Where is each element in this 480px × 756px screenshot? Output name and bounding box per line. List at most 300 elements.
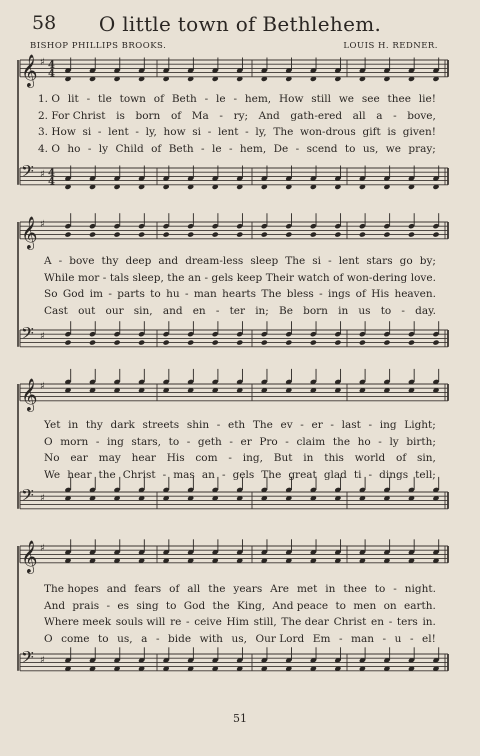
lyric-syllable: - <box>108 288 112 300</box>
lyric-syllable: tals <box>109 271 130 284</box>
lyric-syllable: er <box>240 435 252 448</box>
lyric-syllable: to <box>335 599 346 612</box>
lyric-syllable: bless <box>286 288 314 300</box>
lyric-syllable: earth. <box>404 599 436 612</box>
treble-clef-icon: 𝄞 <box>21 377 38 411</box>
lyric-syllable: The <box>261 288 282 300</box>
lyric-syllable: all <box>187 583 201 595</box>
lyric-syllable: So <box>44 288 58 300</box>
lyric-syllable: the <box>167 271 185 284</box>
lyric-syllable: man <box>351 632 375 645</box>
lyric-syllable: - <box>204 93 209 105</box>
sharp-icon: ♯ <box>40 57 45 68</box>
lyric-syllable: en <box>371 616 385 628</box>
note-head <box>285 232 292 238</box>
note-head <box>310 232 317 238</box>
lyric-syllable: ter <box>229 304 246 317</box>
lyric-syllable: si <box>312 255 322 267</box>
lyric-syllable: fears <box>134 583 162 595</box>
lyric-syllable: the <box>332 435 351 448</box>
lyric-syllable: His <box>371 288 390 300</box>
lyric-syllable: - <box>228 142 233 155</box>
lyric-syllable: to <box>380 304 392 317</box>
lyric-syllable: Cast <box>44 304 68 317</box>
lyric-syllable: O <box>44 632 53 645</box>
lyric-syllable: - <box>216 419 221 431</box>
lyric-syllable: dings <box>379 468 409 481</box>
lyric-syllable: While <box>44 271 75 284</box>
lyric-syllable: Our Lord <box>255 632 305 645</box>
note-head <box>261 232 268 238</box>
lyric-syllable: thy <box>101 255 119 267</box>
lyric-syllable: us, <box>362 142 379 155</box>
lyric-syllable: lie! <box>418 93 436 105</box>
lyric-syllable: - <box>135 126 139 138</box>
lyric-syllable: ho <box>67 142 81 155</box>
lyric-syllable: O <box>44 435 53 448</box>
note-head <box>163 232 170 238</box>
lyric-syllable: town <box>119 93 146 105</box>
lyric-syllable: - <box>97 126 102 138</box>
lyric-syllable: out <box>78 304 96 317</box>
lyric-syllable: ing <box>379 419 397 431</box>
lyric-syllable: the <box>98 468 116 481</box>
lyric-syllable: gels <box>232 468 255 481</box>
lyric-syllable: ear <box>70 452 88 464</box>
treble-clef-icon: 𝄞 <box>21 215 38 249</box>
lyric-syllable: Him <box>226 616 249 628</box>
lyric-syllable: lit <box>67 93 79 105</box>
lyric-syllable: on <box>383 599 397 612</box>
lyric-syllable: Yet <box>44 419 61 431</box>
lyric-syllable: in <box>303 452 314 464</box>
lyric-syllable: hem, <box>244 93 272 105</box>
lyric-syllable: watch <box>297 271 330 284</box>
note-head <box>236 340 243 346</box>
lyric-syllable: Are <box>270 583 289 595</box>
lyric-syllable: en <box>192 304 206 317</box>
lyric-syllable: Where meek <box>44 616 112 628</box>
lyric-syllable: - <box>319 288 323 300</box>
lyric-syllable: sing <box>136 599 159 612</box>
lyric-syllable: How <box>278 93 304 105</box>
lyric-syllable: - <box>245 126 249 138</box>
note-head <box>187 340 194 346</box>
lyric-syllable: hear <box>67 468 92 481</box>
lyric-syllable: thy <box>85 419 103 431</box>
lyric-syllable: 2. For Christ <box>38 109 106 122</box>
lyric-syllable: won-dering <box>346 271 408 284</box>
lyric-syllable: geth <box>197 435 222 448</box>
lyric-syllable: the <box>208 583 226 595</box>
note-head <box>383 232 390 238</box>
lyric-syllable: dark <box>110 419 135 431</box>
lyric-syllable: born <box>303 304 328 317</box>
lyric-syllable: - <box>401 304 405 317</box>
lyric-syllable: tell; <box>415 468 436 481</box>
lyric-syllable: Be <box>279 304 293 317</box>
lyric-syllable: mas <box>173 468 195 481</box>
note-head <box>138 232 145 238</box>
note-head <box>113 340 120 346</box>
composer-credit: LOUIS H. REDNER. <box>343 41 438 51</box>
lyric-syllable: parts <box>117 288 145 300</box>
lyric-syllable: ho <box>357 435 371 448</box>
note-head <box>359 340 366 346</box>
lyric-syllable: years <box>233 583 263 595</box>
note-head <box>64 340 71 346</box>
page-number: 51 <box>233 712 247 725</box>
lyric-syllable: a <box>376 109 383 122</box>
lyric-syllable: - <box>102 271 107 284</box>
lyric-syllable: hu <box>166 288 180 300</box>
lyric-syllable: sleep <box>250 255 279 267</box>
lyric-syllable: ev <box>280 419 293 431</box>
lyric-syllable: Their <box>265 271 295 284</box>
lyric-syllable: met <box>296 583 318 595</box>
lyric-syllable: u <box>394 632 402 645</box>
lyric-syllable: Light; <box>404 419 436 431</box>
lyric-syllable: - <box>378 435 382 448</box>
lyric-syllable: God <box>62 288 85 300</box>
lyric-syllable: prais <box>72 599 100 612</box>
lyric-syllable: world <box>354 452 386 464</box>
note-head <box>408 340 415 346</box>
lyric-syllable: Child <box>115 142 144 155</box>
lyric-syllable: Ma <box>191 109 209 122</box>
lyric-syllable: But <box>273 452 293 464</box>
lyric-syllable: - <box>162 468 167 481</box>
lyric-syllable: us, <box>117 632 133 645</box>
lyric-syllable: stars <box>366 255 393 267</box>
time-signature: 4 <box>48 168 55 179</box>
hymn-title: O little town of Bethlehem. <box>98 12 382 36</box>
note-head <box>163 340 170 346</box>
lyric-syllable: - <box>382 632 387 645</box>
lyric-syllable: our <box>105 304 124 317</box>
lyric-syllable: ing <box>106 435 124 448</box>
lyric-syllable: The <box>273 126 294 138</box>
lyric-syllable: an <box>187 271 201 284</box>
lyric-syllable: - <box>409 632 414 645</box>
author-credit: BISHOP PHILLIPS BROOKS. <box>30 41 167 51</box>
lyric-syllable: - <box>221 468 226 481</box>
lyric-syllable: heaven. <box>394 288 436 300</box>
lyric-syllable: 3. How <box>38 126 76 138</box>
lyric-syllable: keep <box>236 271 263 284</box>
lyric-syllable: to <box>344 142 356 155</box>
lyric-syllable: go <box>399 255 413 267</box>
lyric-syllable: in <box>68 419 79 431</box>
bass-clef-icon: 𝄢 <box>21 485 34 509</box>
note-head <box>113 232 120 238</box>
lyric-syllable: 1. O <box>38 93 60 105</box>
lyric-syllable: - <box>106 599 111 612</box>
lyric-syllable: of <box>333 271 344 284</box>
lyric-syllable: the <box>212 599 230 612</box>
lyric-syllable: and <box>162 304 183 317</box>
lyric-syllable: bove, <box>407 109 436 122</box>
lyric-syllable: us <box>358 304 371 317</box>
lyric-syllable: birth; <box>406 435 436 448</box>
lyric-syllable: is <box>387 126 397 138</box>
lyric-syllable: The <box>252 419 273 431</box>
note-head <box>432 340 439 346</box>
lyric-syllable: and <box>106 583 127 595</box>
lyric-syllable: - <box>186 435 191 448</box>
lyric-syllable: us, <box>231 632 247 645</box>
lyric-syllable: scend <box>306 142 338 155</box>
lyric-syllable: we <box>385 142 401 155</box>
lyric-syllable: glad <box>323 468 347 481</box>
lyric-syllable: lent <box>338 255 360 267</box>
note-head <box>383 340 390 346</box>
lyric-syllable: - <box>368 468 373 481</box>
lyric-syllable: A <box>44 255 52 267</box>
lyric-syllable: lent <box>108 126 129 138</box>
lyric-syllable: - <box>285 435 289 448</box>
lyric-syllable: mor <box>77 271 100 284</box>
lyric-syllable: tle <box>98 93 112 105</box>
lyric-syllable: le <box>211 142 222 155</box>
lyric-syllable: - <box>184 288 189 300</box>
lyric-syllable: a <box>141 632 148 645</box>
lyric-syllable: to <box>150 288 161 300</box>
lyric-syllable: - <box>295 142 300 155</box>
lyric-syllable: may <box>98 452 121 464</box>
lyric-syllable: stars, <box>131 435 162 448</box>
lyric-syllable: of <box>355 288 366 300</box>
lyric-syllable: Christ <box>333 616 367 628</box>
treble-clef-icon: 𝄞 <box>21 539 38 573</box>
lyric-syllable: still, <box>253 616 277 628</box>
bass-clef-icon: 𝄢 <box>21 647 34 671</box>
lyric-syllable: is <box>116 109 125 122</box>
lyric-syllable: ceive <box>194 616 222 628</box>
lyric-syllable: 4. O <box>38 142 60 155</box>
lyric-syllable: re <box>170 616 182 628</box>
lyric-syllable: Beth <box>168 142 194 155</box>
note-head <box>285 340 292 346</box>
lyric-syllable: - <box>338 632 343 645</box>
lyric-syllable: si <box>192 126 202 138</box>
lyric-syllable: of <box>153 93 164 105</box>
lyric-syllable: deep <box>125 255 152 267</box>
note-head <box>89 232 96 238</box>
lyric-syllable: - <box>201 142 205 155</box>
note-head <box>261 340 268 346</box>
lyric-syllable: - <box>155 632 160 645</box>
lyric-syllable: born <box>135 109 161 122</box>
lyric-syllable: ti <box>353 468 362 481</box>
lyric-syllable: souls will <box>115 616 166 628</box>
lyric-syllable: with <box>199 632 223 645</box>
note-head <box>310 340 317 346</box>
lyric-syllable: to <box>168 435 180 448</box>
lyric-syllable: love. <box>410 271 436 284</box>
lyric-syllable: el! <box>422 632 436 645</box>
lyric-syllable: in; <box>255 304 269 317</box>
lyric-syllable: - <box>388 616 393 628</box>
sharp-icon: ♯ <box>40 655 45 666</box>
lyric-syllable: ry; <box>233 109 249 122</box>
lyric-syllable: King, <box>237 599 266 612</box>
lyric-syllable: And peace <box>272 599 329 612</box>
hymn-number: 58 <box>32 12 57 34</box>
lyric-syllable: ly <box>98 142 109 155</box>
lyric-syllable: gift <box>362 126 381 138</box>
lyric-syllable: great <box>288 468 317 481</box>
lyric-syllable: all <box>352 109 366 122</box>
lyric-syllable: hearts <box>222 288 257 300</box>
lyric-syllable: Beth <box>171 93 197 105</box>
lyric-syllable: in <box>338 304 349 317</box>
lyric-syllable: to <box>374 583 386 595</box>
lyric-syllable: Pro <box>259 435 278 448</box>
lyric-syllable: - <box>233 93 237 105</box>
lyric-syllable: Christ <box>122 468 156 481</box>
lyric-syllable: The dear <box>281 616 329 628</box>
lyric-syllable: by; <box>419 255 436 267</box>
lyric-syllable: dream-less <box>185 255 244 267</box>
lyric-syllable: - <box>393 109 397 122</box>
lyric-syllable: gels <box>211 271 234 284</box>
bass-clef-icon: 𝄢 <box>21 323 34 347</box>
lyric-syllable: And <box>44 599 66 612</box>
note-head <box>212 340 219 346</box>
lyric-syllable: streets <box>142 419 180 431</box>
lyric-syllable: Em <box>312 632 331 645</box>
lyric-syllable: claim <box>296 435 326 448</box>
lyric-syllable: ly, <box>145 126 157 138</box>
sharp-icon: ♯ <box>40 331 45 342</box>
lyric-syllable: - <box>229 435 233 448</box>
lyric-syllable: of <box>170 109 182 122</box>
lyric-syllable: - <box>393 583 397 595</box>
lyric-syllable: see <box>361 93 380 105</box>
note-head <box>359 232 366 238</box>
note-head <box>432 232 439 238</box>
lyric-syllable: er <box>311 419 323 431</box>
sharp-icon: ♯ <box>40 543 45 554</box>
note-head <box>334 232 341 238</box>
time-signature: 4 <box>48 60 55 71</box>
lyric-syllable: day. <box>415 304 436 317</box>
lyric-syllable: - <box>330 419 334 431</box>
lyric-syllable: morn <box>60 435 89 448</box>
lyric-syllable: in <box>325 583 336 595</box>
lyric-syllable: men <box>353 599 377 612</box>
lyric-syllable: es <box>117 599 129 612</box>
lyric-syllable: hear <box>131 452 156 464</box>
lyric-syllable: The hopes <box>44 583 99 595</box>
lyric-syllable: - <box>368 419 373 431</box>
sharp-icon: ♯ <box>40 381 45 392</box>
lyric-syllable: com <box>195 452 218 464</box>
lyric-syllable: - <box>58 255 63 267</box>
lyric-syllable: sleep, <box>132 271 164 284</box>
lyric-syllable: of <box>151 142 162 155</box>
lyric-syllable: - <box>215 304 220 317</box>
note-head <box>138 340 145 346</box>
lyric-syllable: - <box>300 419 304 431</box>
note-head <box>89 340 96 346</box>
lyric-syllable: gath-ered <box>290 109 343 122</box>
lyric-syllable: - <box>87 142 92 155</box>
lyric-syllable: we <box>338 93 355 105</box>
lyric-syllable: - <box>228 452 232 464</box>
lyric-syllable: of <box>396 452 407 464</box>
lyric-syllable: night. <box>404 583 436 595</box>
lyric-syllable: to <box>165 599 177 612</box>
lyric-syllable: No <box>44 452 60 464</box>
lyric-syllable: - <box>328 255 332 267</box>
lyric-syllable: le <box>216 93 226 105</box>
lyric-syllable: thee <box>343 583 367 595</box>
lyric-syllable: bove <box>69 255 95 267</box>
lyric-syllable: sin, <box>133 304 153 317</box>
lyric-syllable: hem, <box>239 142 267 155</box>
lyric-syllable: to <box>98 632 109 645</box>
lyric-syllable: His <box>166 452 185 464</box>
lyric-syllable: - <box>204 271 209 284</box>
sharp-icon: ♯ <box>40 169 45 180</box>
time-signature: 4 <box>48 176 55 188</box>
lyric-syllable: shin <box>186 419 210 431</box>
lyric-syllable: thee <box>387 93 411 105</box>
lyric-syllable: in. <box>422 616 436 628</box>
lyric-syllable: man <box>193 288 217 300</box>
note-head <box>236 232 243 238</box>
lyric-syllable: God <box>183 599 206 612</box>
lyric-syllable: We <box>44 468 61 481</box>
note-head <box>187 232 194 238</box>
lyric-syllable: how <box>163 126 186 138</box>
lyric-syllable: of <box>169 583 180 595</box>
lyric-syllable: - <box>95 435 100 448</box>
lyric-syllable: ings <box>328 288 351 300</box>
lyric-syllable: ing, <box>242 452 263 464</box>
lyric-syllable: - <box>207 126 212 138</box>
lyric-syllable: De <box>273 142 289 155</box>
note-head <box>334 340 341 346</box>
bass-clef-icon: 𝄢 <box>21 161 34 185</box>
sharp-icon: ♯ <box>40 219 45 230</box>
lyric-syllable: The <box>285 255 306 267</box>
lyric-syllable: still <box>311 93 331 105</box>
lyric-syllable: ters <box>396 616 418 628</box>
lyric-syllable: this <box>324 452 344 464</box>
lyric-syllable: eth <box>227 419 246 431</box>
lyric-syllable: lent <box>217 126 239 138</box>
time-signature: 4 <box>48 68 55 80</box>
note-head <box>212 232 219 238</box>
lyric-syllable: ly <box>389 435 399 448</box>
note-head <box>64 232 71 238</box>
lyric-syllable: - <box>86 93 91 105</box>
lyric-syllable: an <box>201 468 215 481</box>
sharp-icon: ♯ <box>40 493 45 504</box>
lyric-syllable: - <box>219 109 223 122</box>
lyric-syllable: si <box>82 126 92 138</box>
lyric-syllable: The <box>261 468 282 481</box>
lyric-syllable: im <box>89 288 103 300</box>
lyric-syllable: - <box>185 616 190 628</box>
lyric-syllable: sin, <box>417 452 436 464</box>
lyric-syllable: given! <box>402 126 436 138</box>
lyric-syllable: come <box>61 632 90 645</box>
lyric-syllable: bide <box>168 632 192 645</box>
